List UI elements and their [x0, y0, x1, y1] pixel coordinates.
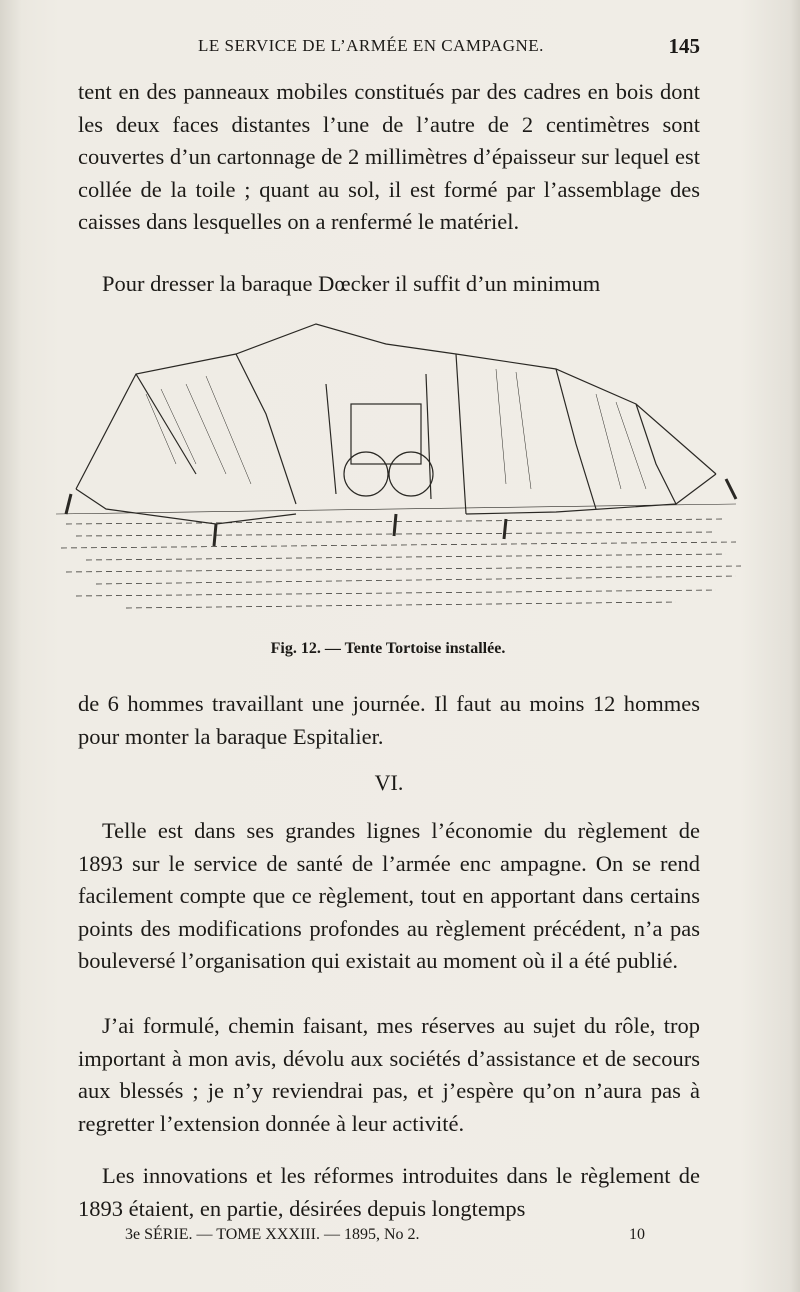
- tent-illustration: [36, 314, 766, 632]
- paragraph-doecker: Pour dresser la baraque Dœcker il suffit d’un minimum: [102, 271, 601, 296]
- paragraph-economy: Telle est dans ses grandes lignes l’économie du règlement de 1893 sur le service de santé de l’armée enc ampagne. On se rend facilement compte que ce règlement, tout en apportant dans certains points des modifications profondes au règlement précédent, n’a pas bouleversé l’organisation qui existait au moment où il a été publié.: [78, 818, 700, 973]
- page-number: 145: [668, 34, 700, 58]
- figure-caption: Fig. 12. — Tente Tortoise installée.: [270, 640, 506, 657]
- signature-mark: 10: [629, 1226, 645, 1243]
- page-header: [80, 36, 700, 66]
- section-heading: VI.: [374, 770, 404, 795]
- running-head: LE SERVICE DE L’ARMÉE EN CAMPAGNE.: [198, 36, 544, 55]
- series-line: 3e SÉRIE. — TOME XXXIII. — 1895, No 2.: [125, 1226, 420, 1243]
- paragraph-panels: tent en des panneaux mobiles constitués par des cadres en bois dont les deux faces distantes l’une de l’autre de 2 centimètres sont couvertes d’un cartonnage de 2 millimètres d’épaisseur sur lequel est collée de la toile ; quant au sol, il est formé par l’assemblage des caisses dans lesquelles on a renfermé le matériel.: [78, 79, 700, 234]
- paragraph-reserves: J’ai formulé, chemin faisant, mes réserves au sujet du rôle, trop important à mon avis, dévolu aux sociétés d’assistance et de secours aux blessés ; je n’y reviendrai pas, et j’espère qu’on n’aura pas à regretter l’extension donnée à leur activité.: [78, 1013, 700, 1136]
- paragraph-innovations: Les innovations et les réformes introduites dans le règlement de 1893 étaient, en partie, désirées depuis longtemps: [78, 1163, 700, 1221]
- page-footer: [125, 1226, 645, 1250]
- paragraph-espitalier: de 6 hommes travaillant une journée. Il faut au moins 12 hommes pour monter la baraque Espitalier.: [78, 691, 700, 749]
